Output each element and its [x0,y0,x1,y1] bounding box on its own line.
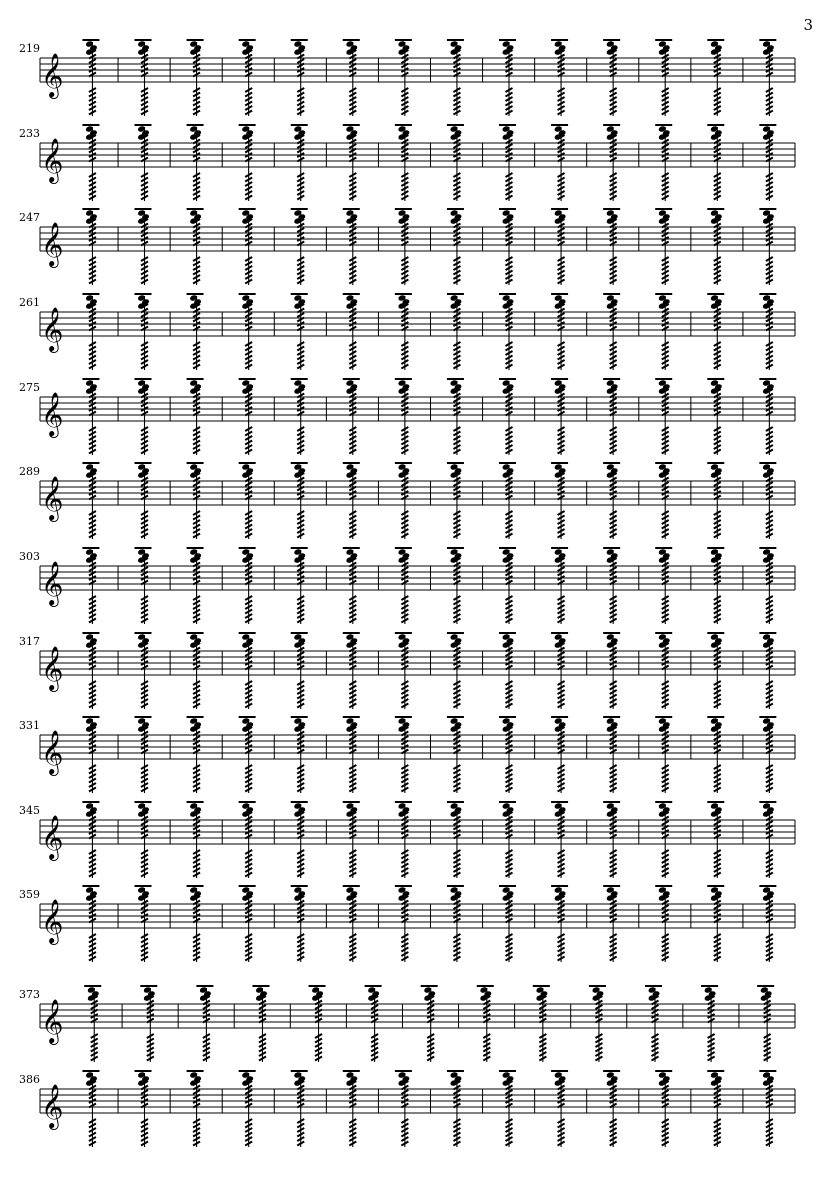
treble-clef-icon: 𝄞 [41,392,64,436]
system-start-measure-number: 345 [19,804,40,817]
system-start-measure-number: 219 [19,42,40,55]
treble-clef-icon: 𝄞 [41,476,64,520]
system-start-measure-number: 317 [19,635,40,648]
treble-clef-icon: 𝄞 [41,730,64,774]
treble-clef-icon: 𝄞 [41,646,64,690]
treble-clef-icon: 𝄞 [41,899,64,943]
treble-clef-icon: 𝄞 [41,999,64,1043]
treble-clef-icon: 𝄞 [41,138,64,182]
system-start-measure-number: 261 [19,296,40,309]
system-start-measure-number: 289 [19,465,40,478]
treble-clef-icon: 𝄞 [41,815,64,859]
system-start-measure-number: 233 [19,127,40,140]
system-start-measure-number: 373 [19,988,40,1001]
treble-clef-icon: 𝄞 [41,222,64,266]
treble-clef-icon: 𝄞 [41,561,64,605]
system-start-measure-number: 359 [19,888,40,901]
treble-clef-icon: 𝄞 [41,53,64,97]
system-start-measure-number: 303 [19,550,40,563]
system-start-measure-number: 247 [19,211,40,224]
system-start-measure-number: 331 [19,719,40,732]
page-number: 3 [803,16,813,34]
system-start-measure-number: 386 [19,1073,40,1086]
system-start-measure-number: 275 [19,381,40,394]
treble-clef-icon: 𝄞 [41,307,64,351]
treble-clef-icon: 𝄞 [41,1084,64,1128]
